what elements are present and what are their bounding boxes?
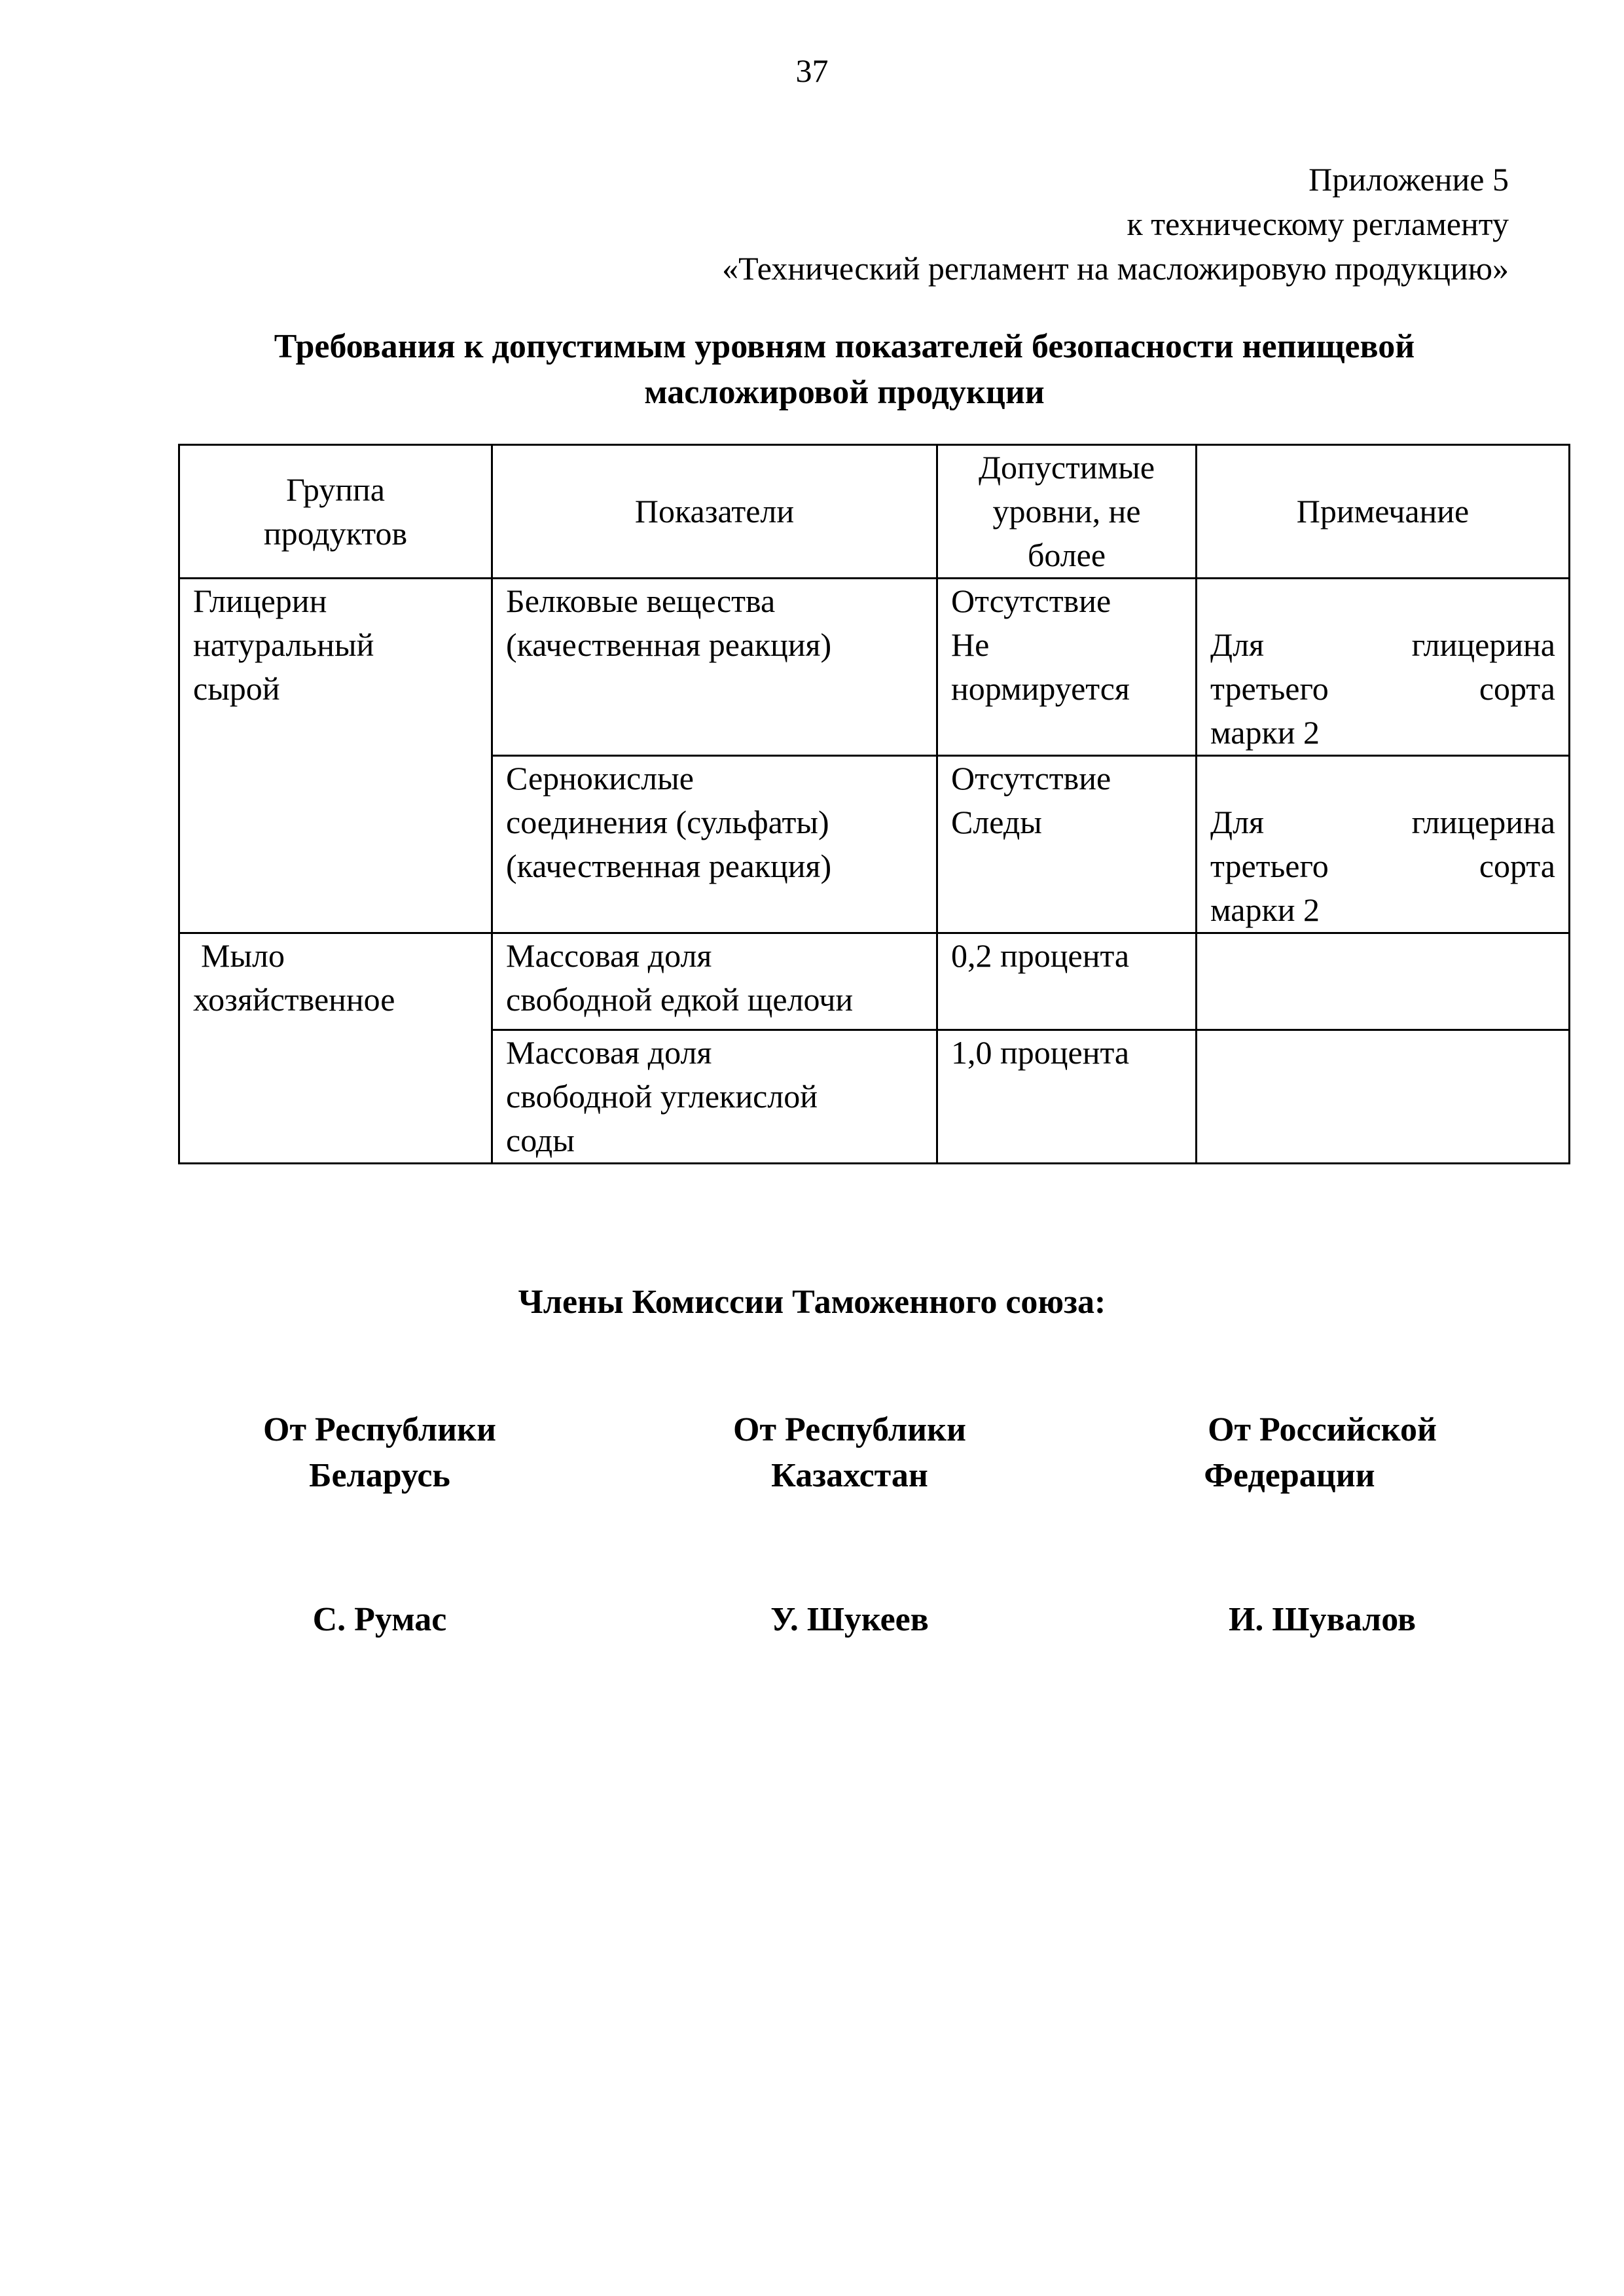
appendix-line: к техническому регламенту: [1127, 206, 1509, 242]
signature-name: И. Шувалов: [1228, 1601, 1416, 1638]
cell-text: Отсутствие: [951, 583, 1111, 619]
page-number: 37: [795, 52, 829, 89]
cell-group: [179, 933, 492, 1164]
cell-text: хозяйственное: [193, 981, 395, 1018]
cell-text: (качественная реакция): [506, 848, 832, 884]
cell-text: свободной углекислой: [506, 1078, 818, 1115]
cell-text: Глицерин: [193, 583, 327, 619]
cell-note: [1197, 1030, 1570, 1164]
appendix-header: [722, 157, 1509, 291]
note-line: [1210, 667, 1555, 711]
header-note: [1197, 445, 1570, 579]
cell-text: Сернокислые: [506, 760, 694, 797]
cell-text: третьего: [1210, 670, 1329, 707]
cell-indicator: [492, 756, 937, 933]
signature-from: От Российской: [1208, 1411, 1437, 1448]
cell-text: Не: [951, 626, 990, 663]
signature-block-belarus: [216, 1407, 543, 1643]
cell-text: 1,0 процента: [951, 1034, 1130, 1071]
cell-text: соединения (сульфаты): [506, 804, 829, 840]
note-line: [1210, 800, 1555, 844]
requirements-table: [178, 444, 1570, 1164]
cell-text: (качественная реакция): [506, 626, 832, 663]
header-levels: [937, 445, 1197, 579]
header-text: Группа: [286, 471, 385, 508]
cell-level: [937, 1030, 1197, 1164]
header-group: [179, 445, 492, 579]
cell-text: Следы: [951, 804, 1042, 840]
header-text: более: [1027, 537, 1106, 573]
cell-indicator: [492, 579, 937, 756]
cell-text: сырой: [193, 670, 280, 707]
cell-text: Массовая доля: [506, 1034, 712, 1071]
cell-text: Массовая доля: [506, 937, 712, 974]
title-line: масложировой продукции: [644, 374, 1045, 411]
appendix-line: Приложение 5: [1308, 161, 1509, 198]
signature-name: У. Шукеев: [770, 1601, 929, 1638]
cell-text: Мыло: [201, 937, 285, 974]
cell-note: [1197, 579, 1570, 756]
cell-text: марки 2: [1210, 714, 1320, 751]
cell-indicator: [492, 1030, 937, 1164]
signature-from: Беларусь: [309, 1457, 450, 1494]
cell-text: нормируется: [951, 670, 1130, 707]
header-text: Примечание: [1296, 493, 1470, 529]
cell-text: Отсутствие: [951, 760, 1111, 797]
cell-text: Для: [1210, 626, 1265, 663]
cell-text: Для: [1210, 804, 1265, 840]
cell-level: [937, 933, 1197, 1030]
signature-block-kazakhstan: [686, 1407, 1013, 1643]
cell-indicator: [492, 933, 937, 1030]
cell-text: соды: [506, 1122, 575, 1158]
signature-block-russia: [1152, 1407, 1479, 1643]
signature-from: Федерации: [1204, 1457, 1375, 1494]
cell-note: [1197, 756, 1570, 933]
cell-text: натуральный: [193, 626, 374, 663]
cell-note: [1197, 933, 1570, 1030]
cell-group: [179, 579, 492, 933]
appendix-line: «Технический регламент на масложировую продукцию»: [722, 250, 1509, 287]
members-title: Члены Комиссии Таможенного союза:: [518, 1283, 1106, 1321]
cell-level: [937, 579, 1197, 756]
cell-text: марки 2: [1210, 891, 1320, 928]
cell-text: третьего: [1210, 848, 1329, 884]
title-line: Требования к допустимым уровням показателей безопасности непищевой: [274, 328, 1415, 365]
cell-text: свободной едкой щелочи: [506, 981, 854, 1018]
table-header-row: [179, 445, 1570, 579]
note-line: [1210, 844, 1555, 888]
cell-level: [937, 756, 1197, 933]
signature-from: Казахстан: [771, 1457, 928, 1494]
cell-text: Белковые вещества: [506, 583, 776, 619]
header-indicators: [492, 445, 937, 579]
cell-text: сорта: [1479, 670, 1555, 707]
cell-text: 0,2 процента: [951, 937, 1130, 974]
header-text: Допустимые: [978, 449, 1155, 486]
note-line: [1210, 623, 1555, 667]
table-row: [179, 579, 1570, 756]
header-text: Показатели: [634, 493, 795, 529]
document-title: [157, 324, 1532, 416]
signature-name: С. Румас: [312, 1601, 447, 1638]
header-text: продуктов: [263, 514, 408, 552]
table-row: [179, 933, 1570, 1030]
signature-from: От Республики: [263, 1411, 496, 1448]
header-text: уровни, не: [992, 493, 1141, 529]
cell-text: глицерина: [1411, 804, 1555, 840]
signature-from: От Республики: [733, 1411, 966, 1448]
cell-text: глицерина: [1411, 626, 1555, 663]
cell-text: сорта: [1479, 848, 1555, 884]
